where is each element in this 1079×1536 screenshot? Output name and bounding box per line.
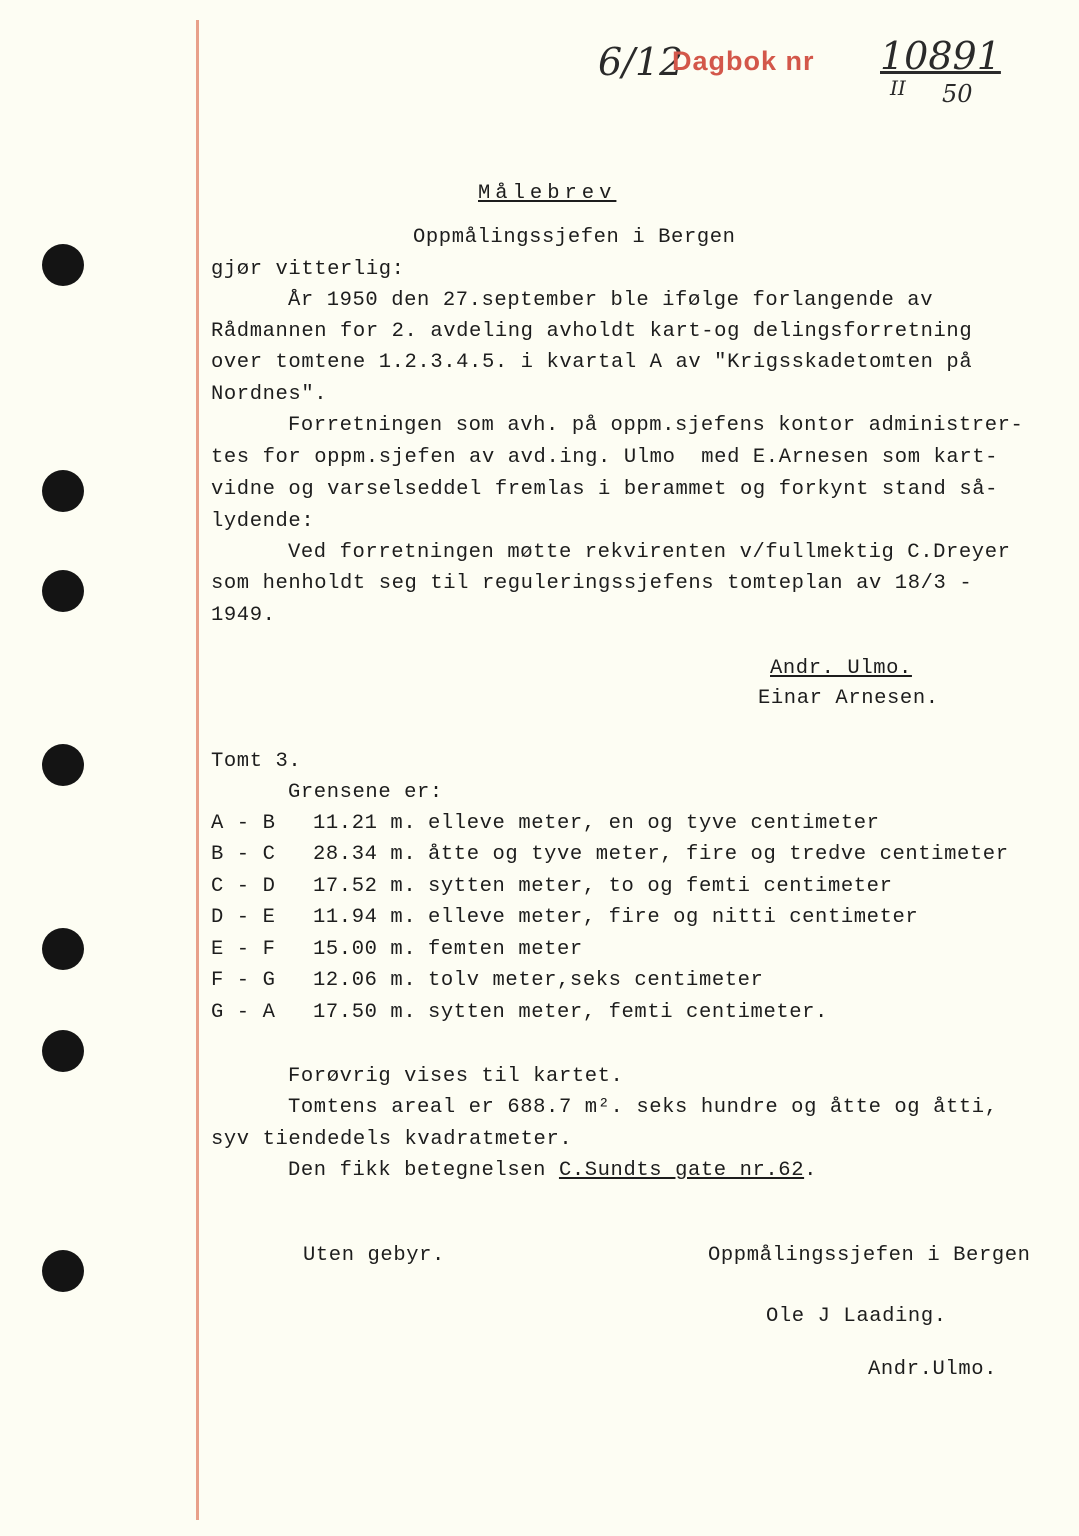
text-line: gjør vitterlig: (211, 258, 405, 281)
plot-heading: Tomt 3. (211, 750, 302, 773)
document-page: 6/12 Dagbok nr 10891 II 50 Målebrev Oppmålingssjefen i Bergen gjør vitterlig: År 1950 den 27.september ble ifølge forlangende av Rådmannen for 2. avdeling avholdt kart-og delingsforretning over tomtene 1.2.3.4.5. i kvartal A av "Krigsskadetomten på Nordnes". Forretningen som avh. på oppm.sjefens kontor administrer- tes for oppm.sjefen av avd.ing. Ulmo med E.Arnesen som kart- vidne og varselseddel fremlas i berammet og forkynt stand så- lydende: Ved forretningen møtte rekvirenten v/fullmektig C.Dreyer som henholdt seg til reguleringssjefens tomteplan av 18/3 - 1949. Andr. Ulmo. Einar Arnesen. Tomt 3. Grensene er: A - B 11.21 m. elleve meter, en og tyve centimeter B - C 28.34 m. åtte og tyve meter, fire og tredve centimeter C - D 17.52 m. sytten meter, to og femti centimeter D - E 11.94 m. elleve meter, fire og nitti centimeter E - F 15.00 m. femten meter F - G 12.06 m. tolv meter,seks centimeter G - A 17.50 m. sytten meter, femti centimeter. Forøvrig vises til kartet. Tomtens areal er 688.7 m². seks hundre og åtte og åtti, syv tiendedels kvadratmeter. Den fikk betegnelsen C.Sundts gate nr.62. Uten gebyr. Oppmålingssjefen i Bergen Ole J Laading. Andr.Ulmo. (0, 0, 1079, 1536)
text-line: År 1950 den 27.september ble ifølge forlangende av (288, 289, 934, 312)
punch-hole (42, 470, 84, 512)
handwritten-sub: II (890, 76, 906, 100)
fee-note: Uten gebyr. (303, 1244, 445, 1267)
text-line: Forretningen som avh. på oppm.sjefens kontor administrer- (288, 414, 1024, 437)
text-line: Rådmannen for 2. avdeling avholdt kart-og delingsforretning (211, 320, 973, 343)
text-line: 1949. (211, 604, 276, 627)
designation-line: Den fikk betegnelsen C.Sundts gate nr.62. (288, 1159, 817, 1182)
punch-hole (42, 1030, 84, 1072)
punch-hole (42, 928, 84, 970)
street-address: C.Sundts gate nr.62 (558, 1159, 805, 1182)
text-line: vidne og varselseddel fremlas i berammet og forkynt stand så- (211, 478, 999, 501)
text-line: Forøvrig vises til kartet. (288, 1065, 624, 1088)
area-line: Tomtens areal er 688.7 m². seks hundre og åtte og åtti, (288, 1096, 998, 1119)
text-line: syv tiendedels kvadratmeter. (211, 1128, 573, 1151)
text-line: Nordnes". (211, 383, 328, 406)
handwritten-number: 10891 (880, 34, 1001, 78)
text-line: som henholdt seg til reguleringssjefens tomteplan av 18/3 - (211, 572, 973, 595)
journal-stamp: Dagbok nr (672, 46, 815, 76)
issuer-line: Oppmålingssjefen i Bergen (413, 226, 736, 249)
text-line: tes for oppm.sjefen av avd.ing. Ulmo med E.Arnesen som kart- (211, 446, 999, 469)
document-title: Målebrev (478, 182, 617, 205)
boundaries-heading: Grensene er: (288, 781, 443, 804)
punch-hole (42, 570, 84, 612)
text-line: over tomtene 1.2.3.4.5. i kvartal A av "Krigsskadetomten på (211, 351, 973, 374)
signature-line: Andr.Ulmo. (868, 1358, 998, 1381)
text-line: Ved forretningen møtte rekvirenten v/fullmektig C.Dreyer (288, 541, 1011, 564)
margin-rule (196, 20, 199, 1520)
signature-line: Andr. Ulmo. (770, 657, 912, 680)
signature-line: Ole J Laading. (766, 1305, 947, 1328)
punch-hole (42, 744, 84, 786)
punch-hole (42, 244, 84, 286)
text-line: lydende: (211, 510, 315, 533)
signature-line: Einar Arnesen. (758, 687, 939, 710)
issuer-signoff: Oppmålingssjefen i Bergen (708, 1244, 1031, 1267)
punch-hole (42, 1250, 84, 1292)
handwritten-date: 6/12 (598, 40, 684, 84)
handwritten-year: 50 (942, 80, 973, 108)
